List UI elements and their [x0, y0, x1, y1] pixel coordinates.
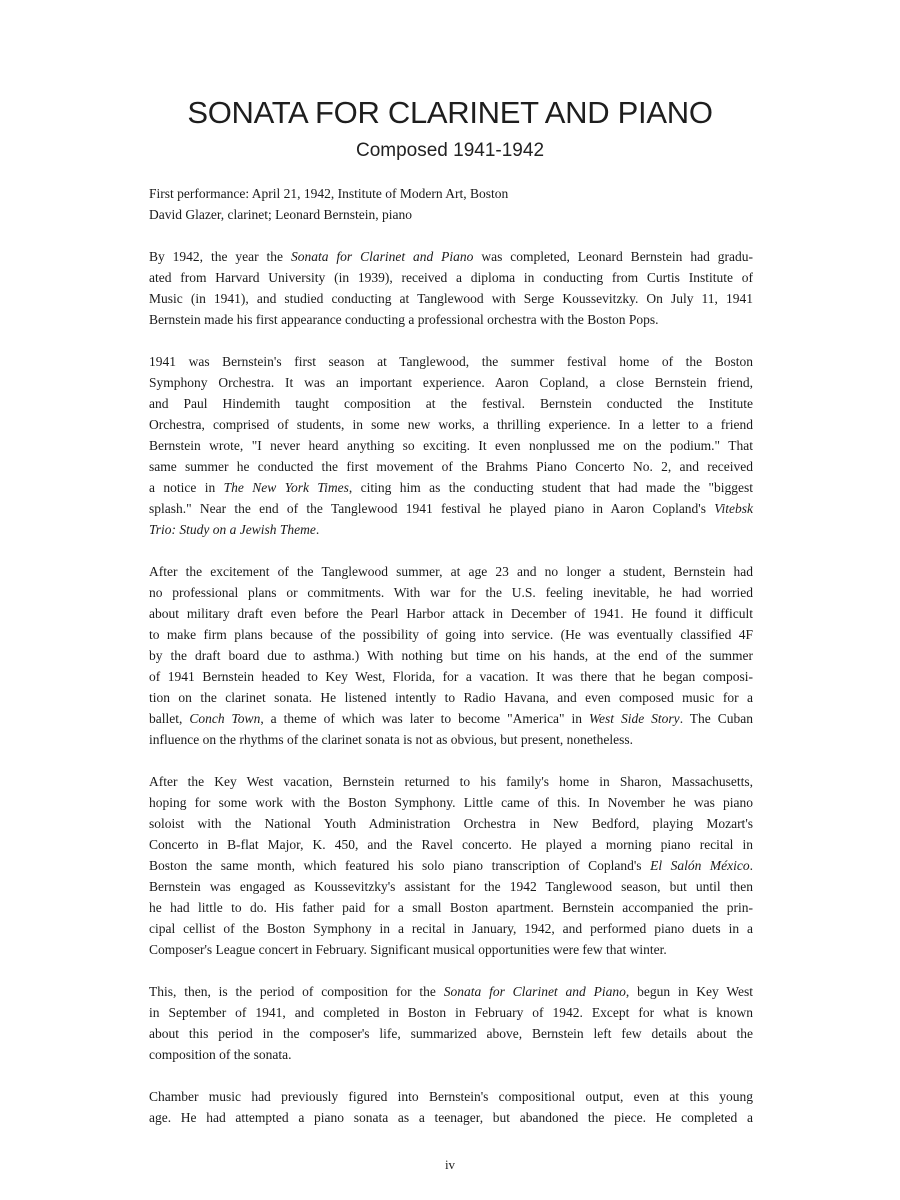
paragraph-6 [149, 1086, 753, 1128]
paragraph-1 [149, 246, 753, 330]
work-title: Sonata for Clarinet and Piano [290, 249, 474, 264]
page-number: iv [444, 1157, 456, 1172]
text-line: same summer he conducted the first movement of the Brahms Piano Concerto No. 2, and received [149, 459, 753, 474]
paragraph-5 [149, 981, 753, 1065]
work-title: El Salón México [650, 858, 750, 873]
text-line: soloist with the National Youth Administration Orchestra in New Bedford, playing Mozart's [149, 816, 753, 831]
text-line: Boston the same month, which featured his solo piano transcription of Copland's El Salón México. [149, 858, 753, 873]
text-line: he had little to do. His father paid for a small Boston apartment. Bernstein accompanied the prin- [149, 900, 753, 915]
text-line: of 1941 Bernstein headed to Key West, Florida, for a vacation. It was there that he began composi- [149, 669, 753, 684]
text-line: This, then, is the period of composition for the Sonata for Clarinet and Piano, begun in Key West [149, 984, 753, 999]
text-line: composition of the sonata. [149, 1047, 292, 1062]
page-subtitle: Composed 1941-1942 [355, 140, 545, 161]
work-title: Sonata for Clarinet and Piano [443, 984, 626, 999]
work-title: Conch Town [189, 711, 261, 726]
text-line: ated from Harvard University (in 1939), received a diploma in conducting from Curtis Institute of [149, 270, 753, 285]
text-line: no professional plans or commitments. With war for the U.S. feeling inevitable, he had worried [149, 585, 753, 600]
paragraph-4 [149, 771, 753, 960]
text-line: Bernstein made his first appearance conducting a professional orchestra with the Boston Pops. [149, 312, 659, 327]
text-line: influence on the rhythms of the clarinet sonata is not as obvious, but present, nonetheless. [149, 732, 634, 747]
paragraph-2 [149, 351, 753, 540]
text-line: 1941 was Bernstein's first season at Tanglewood, the summer festival home of the Boston [149, 354, 753, 369]
text-line: in September of 1941, and completed in Boston in February of 1942. Except for what is known [149, 1005, 753, 1020]
work-title: Trio: Study on a Jewish Theme [149, 522, 316, 537]
text-line: After the Key West vacation, Bernstein returned to his family's home in Sharon, Massachusetts, [149, 774, 753, 789]
text-line: Trio: Study on a Jewish Theme. [149, 522, 320, 537]
text-line: a notice in The New York Times, citing him as the conducting student that had made the "biggest [149, 480, 753, 495]
text-line: tion on the clarinet sonata. He listened intently to Radio Havana, and even composed music for a [149, 690, 753, 705]
text-line: Concerto in B-flat Major, K. 450, and the Ravel concerto. He played a morning piano recital in [149, 837, 753, 852]
text-line: and Paul Hindemith taught composition at the festival. Bernstein conducted the Institute [149, 396, 753, 411]
text-line: After the excitement of the Tanglewood summer, at age 23 and no longer a student, Bernstein had [149, 564, 753, 579]
text-line: By 1942, the year the Sonata for Clarinet and Piano was completed, Leonard Bernstein had gradu- [149, 249, 753, 264]
text-line: Composer's League concert in February. Significant musical opportunities were few that winter. [149, 942, 667, 957]
text-line: Chamber music had previously figured into Bernstein's compositional output, even at this young [149, 1089, 753, 1104]
newspaper-title: The New York Times [223, 480, 349, 495]
paragraph-3 [149, 561, 753, 750]
text-line: hoping for some work with the Boston Symphony. Little came of this. In November he was piano [149, 795, 753, 810]
text-line: Orchestra, comprised of students, in some new works, a thrilling experience. In a letter to a friend [149, 417, 753, 432]
work-title: West Side Story [589, 711, 680, 726]
text-line: about military draft even before the Pearl Harbor attack in December of 1941. He found it difficult [149, 606, 753, 621]
text-line: Bernstein was engaged as Koussevitzky's assistant for the 1942 Tanglewood season, but until then [149, 879, 753, 894]
performance-line: First performance: April 21, 1942, Institute of Modern Art, Boston [149, 186, 509, 201]
performers-line: David Glazer, clarinet; Leonard Bernstein, piano [149, 207, 412, 222]
text-line: cipal cellist of the Boston Symphony in a recital in January, 1942, and performed piano duets in a [149, 921, 753, 936]
body-text [149, 183, 753, 1128]
text-line: Symphony Orchestra. It was an important experience. Aaron Copland, a close Bernstein friend, [149, 375, 753, 390]
text-line: ballet, Conch Town, a theme of which was later to become "America" in West Side Story. The Cuban [149, 711, 753, 726]
text-line: Bernstein wrote, "I never heard anything so exciting. It even nonplussed me on the podium." That [149, 438, 753, 453]
text-line: by the draft board due to asthma.) With nothing but time on his hands, at the end of the summer [149, 648, 753, 663]
text-line: Music (in 1941), and studied conducting at Tanglewood with Serge Koussevitzky. On July 11, 1941 [149, 291, 753, 306]
text-line: age. He had attempted a piano sonata as a teenager, but abandoned the piece. He completed a [149, 1110, 753, 1125]
work-title: Vitebsk [714, 501, 753, 516]
text-line: about this period in the composer's life, summarized above, Bernstein left few details about the [149, 1026, 753, 1041]
performance-info [149, 183, 753, 225]
page-title: SONATA FOR CLARINET AND PIANO [187, 95, 713, 130]
text-line: to make firm plans because of the possibility of going into service. (He was eventually classified 4F [149, 627, 753, 642]
text-line: splash." Near the end of the Tanglewood 1941 festival he played piano in Aaron Copland's Vitebsk [149, 501, 753, 516]
